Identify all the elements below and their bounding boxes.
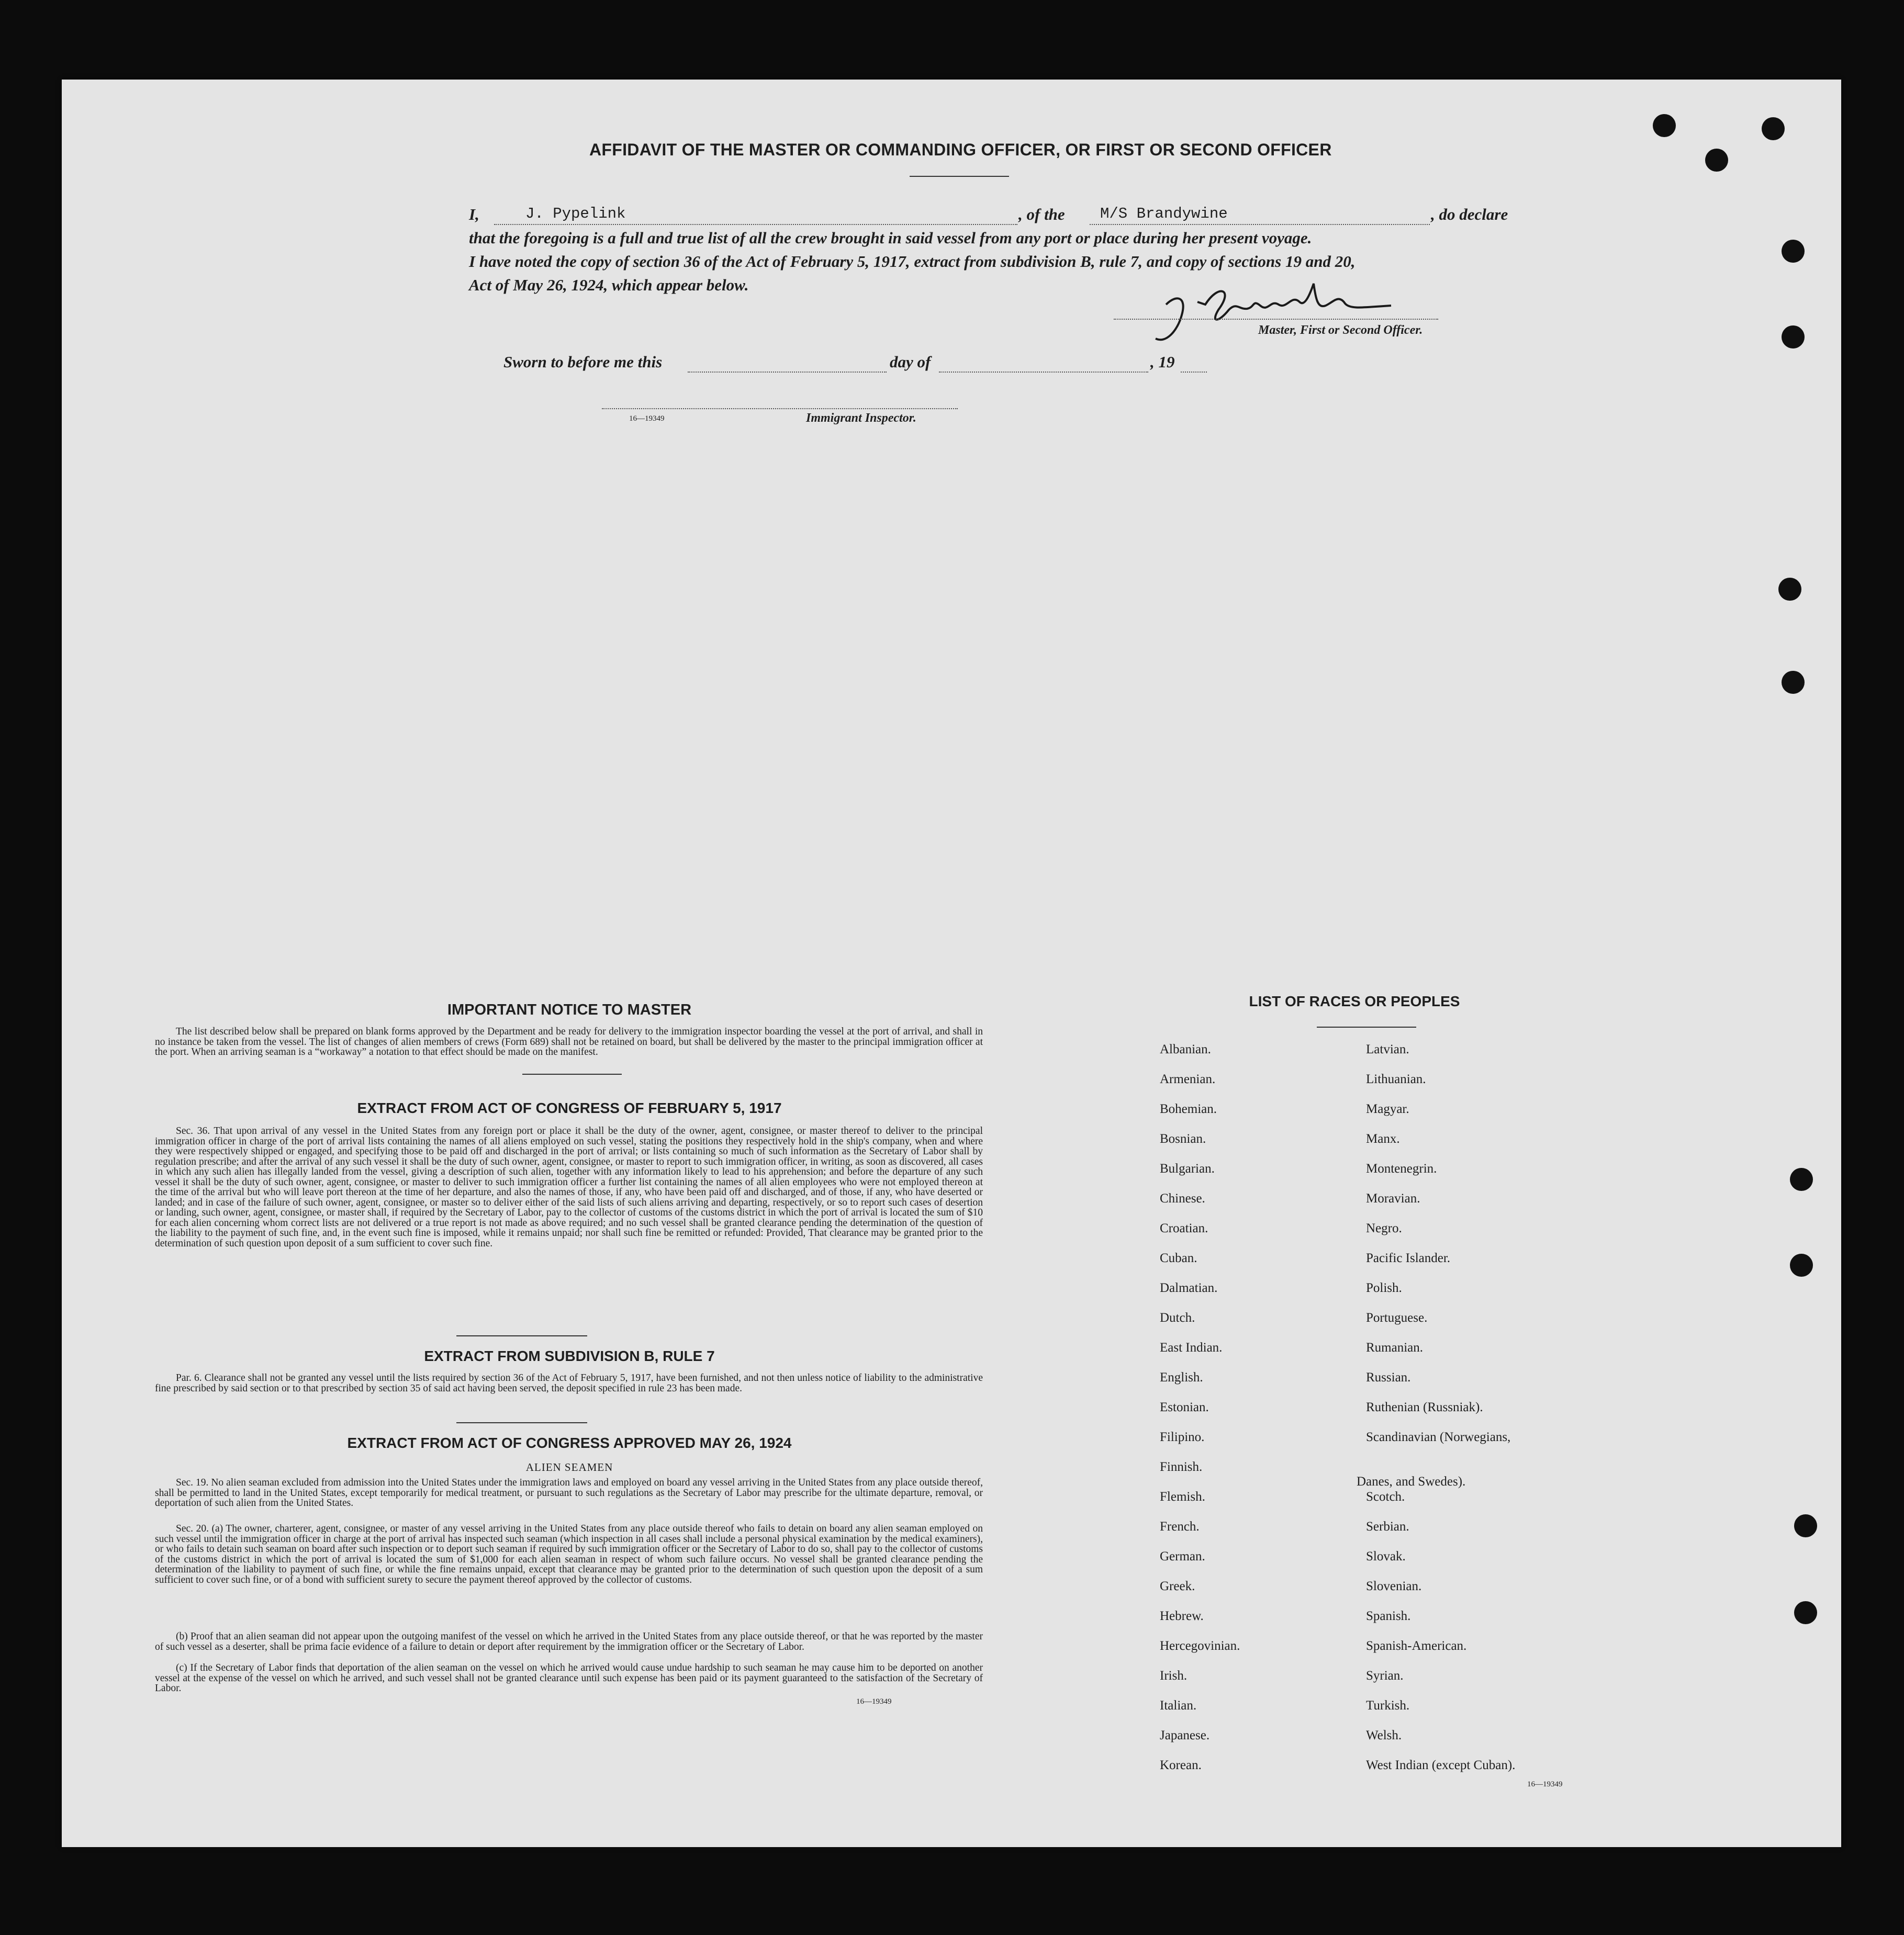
race-item: Bohemian. (1160, 1102, 1217, 1116)
notice-rule (522, 1074, 622, 1075)
vessel-blank (1090, 205, 1430, 225)
inspector-signature-line (602, 407, 958, 409)
punch-hole (1762, 117, 1785, 140)
form-number-right: 16—19349 (1527, 1780, 1563, 1788)
race-item: Croatian. (1160, 1221, 1208, 1235)
notice-body: The list described below shall be prepared on blank forms approved by the Department and be ready for delivery to the immigration inspector boarding the vessel at the port of arrival, and shall in no instance be taken from the vessel. The list of changes of alien members of crews (Form 689) shall not be retained on board, but shall be delivered by the master to the principal immigration officer at the port. When an arriving seaman is a “workaway” a notation to that effect should be made on the manifest. (155, 1026, 983, 1058)
race-item: Spanish-American. (1366, 1639, 1467, 1653)
race-item: Dalmatian. (1160, 1281, 1218, 1295)
race-item: Ruthenian (Russniak). (1366, 1400, 1483, 1414)
race-item: Russian. (1366, 1370, 1411, 1385)
race-item: Bosnian. (1160, 1132, 1206, 1146)
race-item: Syrian. (1366, 1669, 1404, 1683)
punch-hole (1778, 578, 1801, 601)
race-item: Moravian. (1366, 1191, 1420, 1206)
race-item: Scandinavian (Norwegians, (1366, 1430, 1511, 1444)
race-item: German. (1160, 1549, 1205, 1563)
punch-hole (1653, 114, 1676, 137)
handwritten-signature (1145, 273, 1396, 352)
declaration-line-2: that the foregoing is a full and true list of all the crew brought in said vessel from any port or place during her present voyage. (469, 229, 1312, 247)
race-item: West Indian (except Cuban). (1366, 1758, 1516, 1772)
race-item: Bulgarian. (1160, 1162, 1215, 1176)
sec-20a-body: Sec. 20. (a) The owner, charterer, agent, consignee, or master of any vessel arriving in the United States from any place outside thereof who fails to detain on board any alien seaman employed on such vessel until the immigration officer in charge at the port of arrival has inspected such seaman (which inspection in all cases shall include a personal physical examination by the medical examiners), or who fails to detain such seaman on board after such inspection or to deport such seaman if required by such immigration officer or the Secretary of Labor to do so, shall pay to the collector of customs of the customs district in which the port of arrival is located the sum of $1,000 for each alien seaman in respect of whom such failure occurs. No vessel shall be granted clearance pending the determination of the liability to payment of such fine, or while the fine remains unpaid, except that clearance may be granted prior to the determination of such question upon the deposit of a sum sufficient to cover such fine, or of a bond with sufficient surety to secure the payment thereof approved by the collector of customs. (155, 1523, 983, 1585)
extract-1917-rule (456, 1335, 587, 1336)
race-item: Serbian. (1366, 1520, 1409, 1534)
race-item: Portuguese. (1366, 1311, 1428, 1325)
affidavit-title: AFFIDAVIT OF THE MASTER OR COMMANDING OFFICER, OR FIRST OR SECOND OFFICER (589, 140, 1332, 159)
year-blank (1181, 353, 1207, 373)
races-rule (1317, 1027, 1416, 1028)
extract-1924-subtitle: ALIEN SEAMEN (525, 1461, 613, 1473)
race-item: French. (1160, 1520, 1200, 1534)
extract-1917-body: Sec. 36. That upon arrival of any vessel in the United States from any foreign port or place it shall be the duty of the owner, agent, consignee, or master thereof to deliver to the principal immigration officer in charge of the port of arrival lists containing the names of all aliens employed on such vessel, stating the positions they respectively hold in the ship's company, when and where they were respectively shipped or engaged, and specifying those to be paid off and discharged in the port of arrival; or lists containing so much of such information as the Secretary of Labor shall by regulation prescribe; and after the arrival of any such vessel it shall be the duty of such owner, agent, consignee, or master to report to such immigration officer, in writing, as soon as discovered, all cases in which any such alien has illegally landed from the vessel, giving a description of such alien, together with any information likely to lead to his apprehension; and before the departure of any such vessel it shall be the duty of such owner, agent, consignee, or master to deliver to such immigration officer a further list containing the names of all alien employees who were not employed thereon at the time of the arrival but who will leave port thereon at the time of her departure, and also the names of those, if any, who have been paid off and discharged, and of those, if any, who have deserted or landed; and in case of the failure of such owner, agent, consignee, or master so to deliver either of the said lists of such aliens arriving and departing, respectively, or so to report such cases of desertion or landing, such owner, agent, consignee, or master shall, if required by the Secretary of Labor, pay to the collector of customs of the customs district in which the port of arrival is located the sum of $10 for each alien concerning whom correct lists are not delivered or a true report is not made as above required; and no such vessel shall be granted clearance pending the determination of the question of the liability to the payment of such fine, and, in the event such fine is imposed, while it remains unpaid; nor shall such fine be remitted or refunded: Provided, That clearance may be granted prior to the determination of such question upon deposit of a sum sufficient to cover such fine. (155, 1126, 983, 1249)
race-item: Hercegovinian. (1160, 1639, 1240, 1653)
year-label: , 19 (1150, 353, 1175, 371)
punch-hole (1782, 240, 1805, 263)
race-item: Negro. (1366, 1221, 1402, 1235)
race-item: Greek. (1160, 1579, 1195, 1593)
race-item: Scotch. (1366, 1490, 1405, 1504)
form-number-top: 16—19349 (629, 414, 665, 423)
race-item: Estonian. (1160, 1400, 1209, 1414)
extract-b-body: Par. 6. Clearance shall not be granted any vessel until the lists required by section 36 of the Act of February 5, 1917, have been furnished, and not then unless notice of liability to the administrative fine prescribed by said section or to that prescribed by section 35 of said act having been served, the deposit specified in rule 23 has been made. (155, 1372, 983, 1394)
declarant-name: J. Pypelink (525, 205, 626, 222)
race-item: Spanish. (1366, 1609, 1411, 1623)
race-item: Lithuanian. (1366, 1072, 1426, 1086)
race-item: Turkish. (1366, 1698, 1410, 1713)
declaration-line-3: I have noted the copy of section 36 of the Act of February 5, 1917, extract from subdivision B, rule 7, and copy of sections 19 and 20, (469, 252, 1356, 271)
inspector-caption: Immigrant Inspector. (806, 411, 916, 425)
extract-b-title: EXTRACT FROM SUBDIVISION B, RULE 7 (424, 1348, 715, 1364)
race-item: Japanese. (1160, 1728, 1210, 1742)
extract-1924-title: EXTRACT FROM ACT OF CONGRESS APPROVED MAY 26, 1924 (347, 1435, 792, 1451)
punch-hole (1794, 1514, 1817, 1537)
race-item: Korean. (1160, 1758, 1202, 1772)
declaration-line-4: Act of May 26, 1924, which appear below. (469, 276, 749, 294)
race-item: Hebrew. (1160, 1609, 1204, 1623)
race-item: Polish. (1366, 1281, 1402, 1295)
race-item: Montenegrin. (1366, 1162, 1437, 1176)
signer-caption: Master, First or Second Officer. (1258, 323, 1423, 337)
notice-title: IMPORTANT NOTICE TO MASTER (447, 1002, 692, 1018)
race-item: Pacific Islander. (1366, 1251, 1451, 1265)
race-item: Cuban. (1160, 1251, 1197, 1265)
punch-hole (1790, 1168, 1813, 1191)
punch-hole (1705, 149, 1728, 172)
race-item: Dutch. (1160, 1311, 1195, 1325)
race-item: Armenian. (1160, 1072, 1216, 1086)
race-item: Filipino. (1160, 1430, 1205, 1444)
day-of-label: day of (890, 353, 931, 371)
do-declare-label: , do declare (1431, 205, 1508, 223)
sworn-label: Sworn to before me this (503, 353, 663, 371)
sworn-month-blank (939, 353, 1148, 373)
name-blank (494, 205, 1017, 225)
races-title: LIST OF RACES OR PEOPLES (1249, 993, 1460, 1009)
punch-hole (1782, 325, 1805, 348)
race-item: Slovenian. (1366, 1579, 1422, 1593)
punch-hole (1794, 1601, 1817, 1624)
extract-1917-title: EXTRACT FROM ACT OF CONGRESS OF FEBRUARY 5, 1917 (357, 1100, 782, 1116)
race-item: Manx. (1366, 1132, 1400, 1146)
signature-line (1114, 318, 1438, 320)
title-rule (910, 176, 1009, 177)
punch-hole (1782, 671, 1805, 694)
race-item: Rumanian. (1366, 1341, 1424, 1355)
race-item: Albanian. (1160, 1042, 1211, 1056)
declaration-lead: I, (469, 205, 479, 223)
race-item: Slovak. (1366, 1549, 1406, 1563)
race-item: Irish. (1160, 1669, 1188, 1683)
race-item: Danes, and Swedes). (1357, 1475, 1466, 1489)
race-item: East Indian. (1160, 1341, 1223, 1355)
punch-hole (1790, 1254, 1813, 1277)
of-the-label: , of the (1018, 205, 1065, 223)
race-item: Italian. (1160, 1698, 1197, 1713)
race-item: Welsh. (1366, 1728, 1402, 1742)
race-item: Magyar. (1366, 1102, 1409, 1116)
race-item: Flemish. (1160, 1490, 1205, 1504)
sworn-day-blank (688, 353, 887, 373)
race-item: Finnish. (1160, 1460, 1203, 1474)
vessel-name: M/S Brandywine (1100, 205, 1228, 222)
form-number-left: 16—19349 (856, 1697, 892, 1706)
sec-20b-body: (b) Proof that an alien seaman did not appear upon the outgoing manifest of the vessel on which he arrived in the United States from any place outside thereof, or that he was reported by the master of such vessel as a deserter, shall be prima facie evidence of a failure to detain or deport after requirement by the immigration officer or the Secretary of Labor. (155, 1631, 983, 1652)
race-item: English. (1160, 1370, 1203, 1385)
sec-20c-body: (c) If the Secretary of Labor finds that deportation of the alien seaman on the vessel on which he arrived would cause undue hardship to such seaman he may cause him to be deported on another vessel at the expense of the vessel on which he arrived, and such vessel shall not be granted clearance until such expense has been paid or its payment guaranteed to the satisfaction of the Secretary of Labor. (155, 1662, 983, 1694)
sec-19-body: Sec. 19. No alien seaman excluded from admission into the United States under the immigration laws and employed on board any vessel arriving in the United States from any place outside thereof, shall be permitted to land in the United States, except temporarily for medical treatment, or pursuant to such regulations as the Secretary of Labor may prescribe for the ultimate departure, removal, or deportation of such alien from the United States. (155, 1477, 983, 1509)
race-item: Chinese. (1160, 1191, 1205, 1206)
document-page (62, 80, 1841, 1847)
extract-b-rule (456, 1422, 587, 1423)
race-item: Latvian. (1366, 1042, 1409, 1056)
